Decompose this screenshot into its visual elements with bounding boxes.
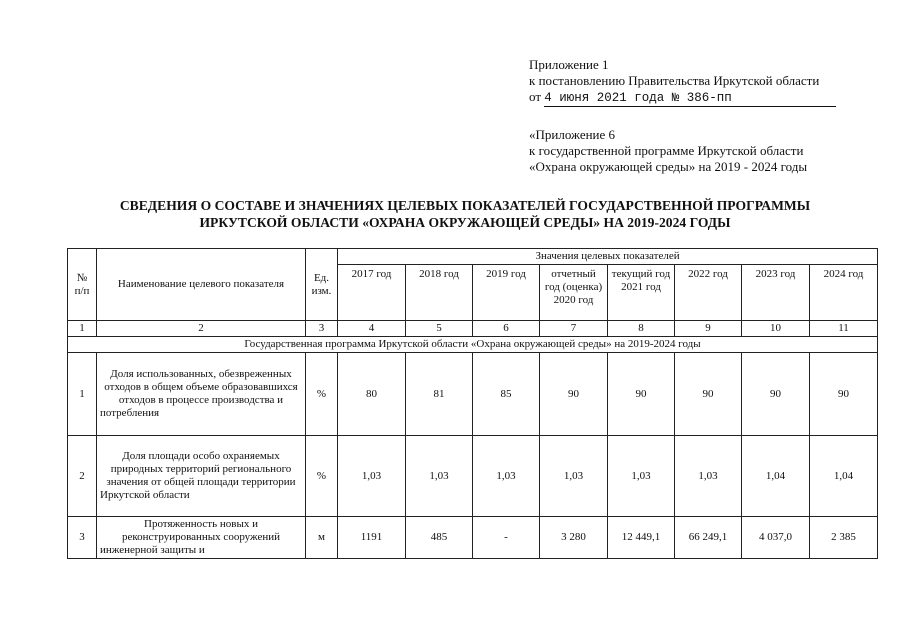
row-value: 1,03	[675, 436, 742, 517]
column-index-row	[68, 321, 878, 337]
column-index: 11	[810, 321, 878, 337]
row-value: 485	[406, 517, 473, 559]
table-row	[68, 436, 878, 517]
attachment-1-line-2: к постановлению Правительства Иркутской области	[529, 73, 820, 88]
header-row-top	[68, 249, 878, 265]
column-index: 4	[338, 321, 406, 337]
column-index: 7	[540, 321, 608, 337]
column-index: 9	[675, 321, 742, 337]
row-name: Протяженность новых и реконструированных сооружений инженерной защиты и	[97, 517, 306, 559]
row-value: 1,03	[540, 436, 608, 517]
header-year: 2017 год	[338, 265, 406, 321]
section-row	[68, 337, 878, 353]
header-year: 2018 год	[406, 265, 473, 321]
attachment-1-date-prefix: от	[529, 89, 542, 104]
section-title: Государственная программа Иркутской области «Охрана окружающей среды» на 2019-2024 годы	[68, 337, 878, 353]
column-index: 10	[742, 321, 810, 337]
column-index: 6	[473, 321, 540, 337]
attachment-1-date: 4 июня 2021 года № 386-пп	[544, 91, 732, 105]
row-value: 3 280	[540, 517, 608, 559]
header-year: 2023 год	[742, 265, 810, 321]
document-title-line-1: СВЕДЕНИЯ О СОСТАВЕ И ЗНАЧЕНИЯХ ЦЕЛЕВЫХ ПОКАЗАТЕЛЕЙ ГОСУДАРСТВЕННОЙ ПРОГРАММЫ	[119, 198, 811, 213]
header-year: отчетный год (оценка) 2020 год	[540, 265, 608, 321]
row-value: 1,03	[406, 436, 473, 517]
attachment-2-line-2: к государственной программе Иркутской области	[529, 143, 804, 158]
attachment-1-line-1: Приложение 1	[529, 57, 609, 72]
table-row	[68, 353, 878, 436]
row-unit: м	[306, 517, 338, 559]
column-index: 2	[97, 321, 306, 337]
row-name: Доля использованных, обезвреженных отходов в общем объеме образовавшихся отходов в процессе производства и потребления	[97, 353, 306, 436]
row-value: 12 449,1	[608, 517, 675, 559]
row-num: 2	[68, 436, 97, 517]
attachment-1-date-underline	[544, 89, 836, 107]
indicators-table	[67, 248, 878, 559]
attachment-2-block	[529, 127, 807, 175]
table-row	[68, 517, 878, 559]
column-index: 8	[608, 321, 675, 337]
header-year: 2019 год	[473, 265, 540, 321]
row-name: Доля площади особо охраняемых природных территорий регионального значения от общей площади территории Иркутской области	[97, 436, 306, 517]
row-value: 1191	[338, 517, 406, 559]
row-unit: %	[306, 353, 338, 436]
column-index: 1	[68, 321, 97, 337]
row-value: 90	[608, 353, 675, 436]
row-value: -	[473, 517, 540, 559]
column-index: 3	[306, 321, 338, 337]
row-value: 90	[742, 353, 810, 436]
header-year: текущий год 2021 год	[608, 265, 675, 321]
row-value: 1,03	[473, 436, 540, 517]
row-num: 1	[68, 353, 97, 436]
row-value: 1,03	[338, 436, 406, 517]
header-unit: Ед. изм.	[306, 249, 338, 321]
header-year: 2022 год	[675, 265, 742, 321]
row-value: 4 037,0	[742, 517, 810, 559]
attachment-2-line-3: «Охрана окружающей среды» на 2019 - 2024 годы	[529, 159, 808, 174]
document-title	[70, 197, 860, 231]
attachment-2-line-1: «Приложение 6	[529, 127, 616, 142]
row-value: 85	[473, 353, 540, 436]
row-value: 90	[810, 353, 878, 436]
row-unit: %	[306, 436, 338, 517]
header-year: 2024 год	[810, 265, 878, 321]
row-value: 2 385	[810, 517, 878, 559]
row-value: 66 249,1	[675, 517, 742, 559]
header-num: № п/п	[68, 249, 97, 321]
row-value: 90	[540, 353, 608, 436]
attachment-1-date-line	[529, 89, 836, 107]
row-value: 1,03	[608, 436, 675, 517]
document-title-line-2: ИРКУТСКОЙ ОБЛАСТИ «ОХРАНА ОКРУЖАЮЩЕЙ СРЕДЫ» НА 2019-2024 ГОДЫ	[199, 215, 731, 230]
attachment-1-block	[529, 57, 836, 107]
row-value: 90	[675, 353, 742, 436]
column-index: 5	[406, 321, 473, 337]
header-values-group: Значения целевых показателей	[338, 249, 878, 265]
row-value: 80	[338, 353, 406, 436]
row-num: 3	[68, 517, 97, 559]
header-name: Наименование целевого показателя	[97, 249, 306, 321]
row-value: 81	[406, 353, 473, 436]
row-value: 1,04	[810, 436, 878, 517]
row-value: 1,04	[742, 436, 810, 517]
